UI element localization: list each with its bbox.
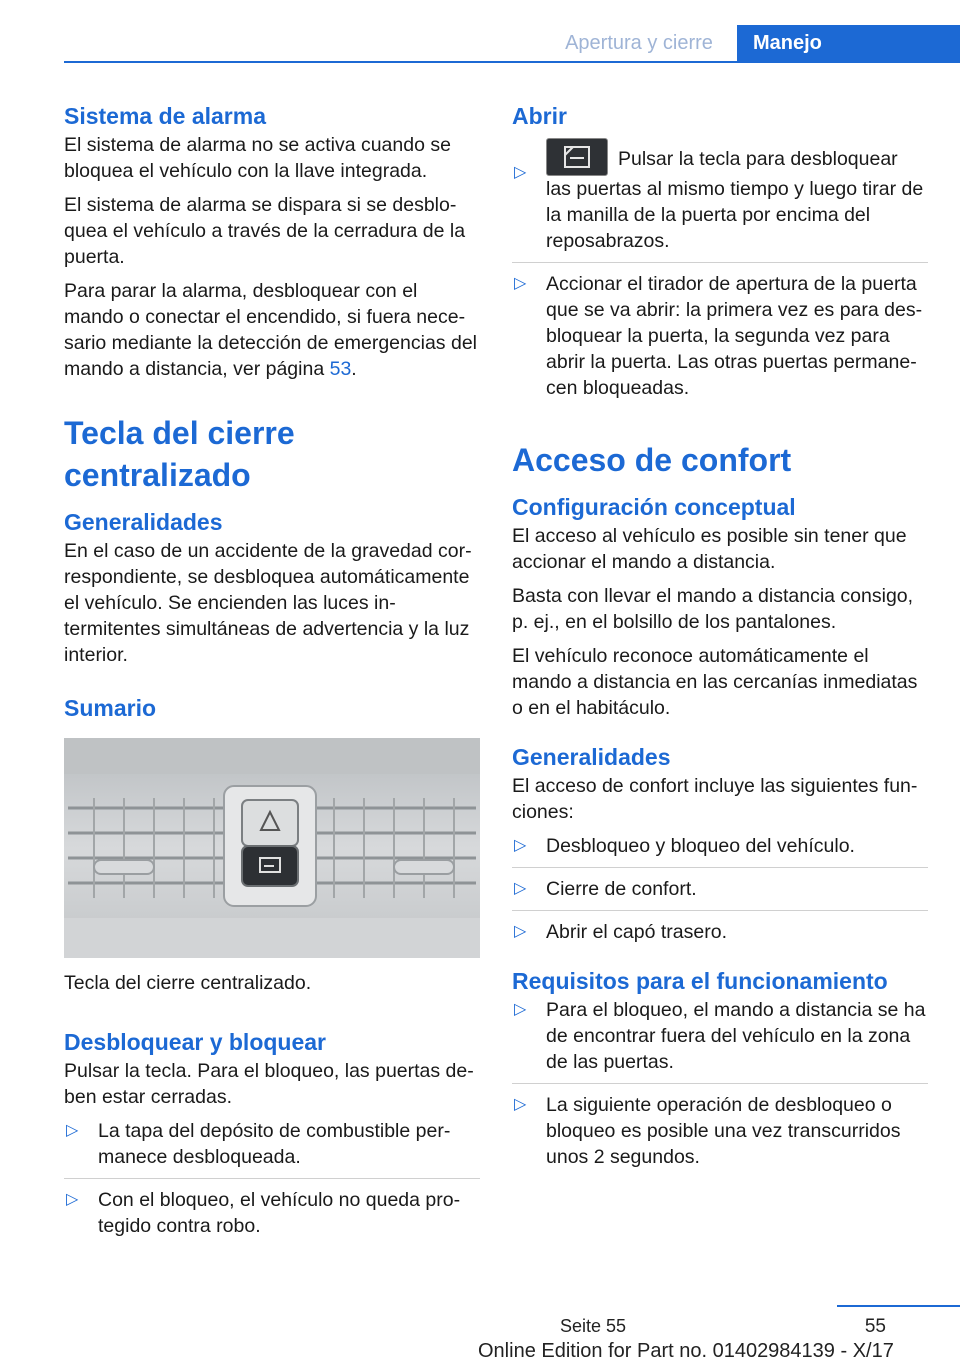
general-paragraph-right: El acceso de confort incluye las siguientes funciones: [512,775,918,823]
concept-paragraph-1: El acceso al vehículo es posible sin tener que accionar el mando a distancia. [512,525,907,573]
list-item [512,1083,928,1170]
triangle-bullet-icon: ▷ [514,164,527,181]
triangle-bullet-icon: ▷ [514,923,527,940]
unlock-paragraph: Pulsar la tecla. Para el bloqueo, las puertas deben estar cerradas. [64,1060,474,1108]
air-vent-illustration [64,738,480,958]
list-item-text: Accionar el tirador de apertura de la puerta que se va abrir: la primera vez es para desbloquear la puerta, la segunda vez para abrir la puerta. Las otras puertas permanecen bloqueadas. [546,273,923,399]
unlock-key-icon [546,138,608,176]
list-item-text: Cierre de confort. [546,878,697,900]
footer-rule [837,1305,960,1307]
triangle-bullet-icon: ▷ [66,1191,79,1208]
footer-watermark: Seite 55 [560,1316,627,1336]
concept-paragraph-3: El vehículo reconoce automáticamente el mando a distancia en las cercanías inmediatas o en el habitáculo. [512,645,918,719]
general-title-left: Generalidades [64,509,223,535]
requirements-list [512,997,928,1170]
unlock-list [64,1118,480,1239]
page-53-link[interactable]: 53 [329,358,352,380]
concept-paragraph-2: Basta con llevar el mando a distancia consigo, p. ej., en el bolsillo de los pantalones. [512,585,914,633]
list-item-text: Para el bloqueo, el mando a distancia se ha de encontrar fuera del vehículo en la zona de las puertas. [546,999,926,1073]
footer-edition [478,1316,948,1363]
figure-caption: Tecla del cierre centralizado. [64,972,312,994]
alarm-title: Sistema de alarma [64,103,267,129]
list-item [512,833,928,859]
unlock-title: Desbloquear y bloquear [64,1029,327,1055]
triangle-bullet-icon: ▷ [514,275,527,292]
header-tab-apertura[interactable]: Apertura y cierre [565,32,713,54]
alarm-paragraph-3-text: Para parar la alarma, desbloquear con el mando o conectar el encendido, si fuera necesario mediante la detección de emergencias del mando a distancia, ver página [64,280,477,380]
triangle-bullet-icon: ▷ [514,1096,527,1113]
triangle-bullet-icon: ▷ [514,837,527,854]
header-tab-manejo[interactable]: Manejo [737,25,960,61]
alarm-paragraph-3-end: . [351,358,357,380]
list-item-text: Pulsar la tecla para desbloquear las puertas al mismo tiempo y luego tirar de la manilla de la puerta por encima del reposabrazos. [546,148,924,252]
triangle-bullet-icon: ▷ [66,1122,79,1139]
concept-title: Configuración conceptual [512,494,796,520]
list-item [512,997,928,1075]
list-item [512,910,928,945]
general-paragraph-left: En el caso de un accidente de la gravedad correspondiente, se desbloquea automáticamente el vehículo. Se encienden las luces intermitentes simultáneas de advertencia y la luz interior. [64,540,472,666]
open-list [512,138,928,401]
edition-text: Online Edition for Part no. 01402984139 - X/17 [478,1340,894,1362]
central-locking-title: Tecla del cierre centralizado [64,415,295,493]
triangle-bullet-icon: ▷ [514,880,527,897]
list-item [64,1178,480,1239]
list-item-text: La siguiente operación de desbloqueo o bloqueo es posible una vez transcurridos unos 2 segundos. [546,1094,901,1168]
open-title: Abrir [512,103,567,129]
summary-title: Sumario [64,695,157,721]
list-item [512,138,928,254]
list-item-text: Abrir el capó trasero. [546,921,727,943]
comfort-access-title: Acceso de confort [512,442,792,478]
left-column [64,100,480,1247]
list-item-text: Con el bloqueo, el vehículo no queda protegido contra robo. [98,1189,461,1237]
requirements-title: Requisitos para el funcionamiento [512,968,888,994]
list-item [64,1118,480,1170]
right-column [512,100,928,1178]
alarm-paragraph-2: El sistema de alarma se dispara si se desbloquea el vehículo a través de la cerradura de la puerta. [64,194,466,268]
triangle-bullet-icon: ▷ [514,1001,527,1018]
list-item-text: La tapa del depósito de combustible permanece desbloqueada. [98,1120,451,1168]
general-title-right: Generalidades [512,744,671,770]
list-item-text: Desbloqueo y bloqueo del vehículo. [546,835,855,857]
car-door-icon [547,139,607,175]
list-item [512,867,928,902]
list-item [512,262,928,401]
alarm-paragraph-3 [64,278,480,382]
central-locking-photo [64,738,480,958]
header-rule [64,61,960,63]
page-number: 55 [864,1316,886,1337]
alarm-paragraph-1: El sistema de alarma no se activa cuando se bloquea el vehículo con la llave integrada. [64,134,451,182]
general-list [512,833,928,945]
